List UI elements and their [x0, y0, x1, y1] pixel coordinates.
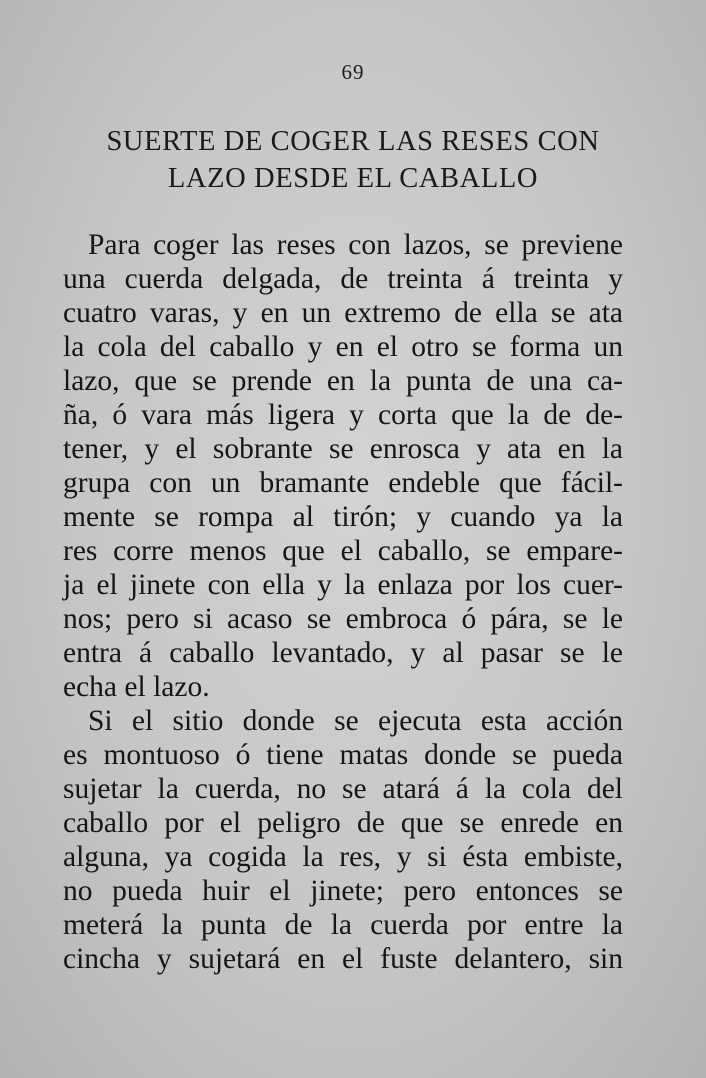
title-line: LAZO DESDE EL CABALLO [167, 163, 539, 194]
paragraph-line: alguna, ya cogida la res, y si ésta embiste, [63, 841, 623, 873]
paragraph-line: ja el jinete con ella y la enlaza por los cuer- [63, 569, 623, 601]
paragraph-line: no pueda huir el jinete; pero entonces se [63, 875, 623, 907]
paragraph-line: echa el lazo. [63, 671, 210, 703]
paragraph-line: cincha y sujetará en el fuste delantero, sin [63, 943, 623, 975]
paragraph-line: mente se rompa al tirón; y cuando ya la [63, 501, 623, 533]
paragraph-line: grupa con un bramante endeble que fácil- [63, 467, 623, 499]
body-text [63, 228, 623, 976]
paragraph-line: res corre menos que el caballo, se empare- [63, 535, 623, 567]
paragraph-line: una cuerda delgada, de treinta á treinta y [63, 263, 623, 295]
paragraph-line: sujetar la cuerda, no se atará á la cola del [63, 773, 623, 805]
chapter-title [40, 123, 666, 197]
page-number: 69 [341, 60, 365, 84]
paragraph-line: la cola del caballo y en el otro se forma un [63, 331, 623, 363]
paragraph-line: caballo por el peligro de que se enrede en [63, 807, 623, 839]
paragraph-line: Si el sitio donde se ejecuta esta acción [88, 705, 623, 737]
paragraph-line: tener, y el sobrante se enrosca y ata en la [63, 433, 623, 465]
paragraph-line: entra á caballo levantado, y al pasar se le [63, 637, 623, 669]
paragraph-line: es montuoso ó tiene matas donde se pueda [63, 739, 623, 771]
paragraph-line: Para coger las reses con lazos, se previene [88, 229, 623, 261]
paragraph-line: cuatro varas, y en un extremo de ella se ata [63, 297, 623, 329]
paragraph-line: nos; pero si acaso se embroca ó pára, se le [63, 603, 623, 635]
title-line: SUERTE DE COGER LAS RESES CON [106, 126, 600, 157]
paragraph-line: lazo, que se prende en la punta de una ca- [63, 365, 623, 397]
paragraph-line: ña, ó vara más ligera y corta que la de de- [63, 399, 623, 431]
paragraph-line: meterá la punta de la cuerda por entre la [63, 909, 623, 941]
